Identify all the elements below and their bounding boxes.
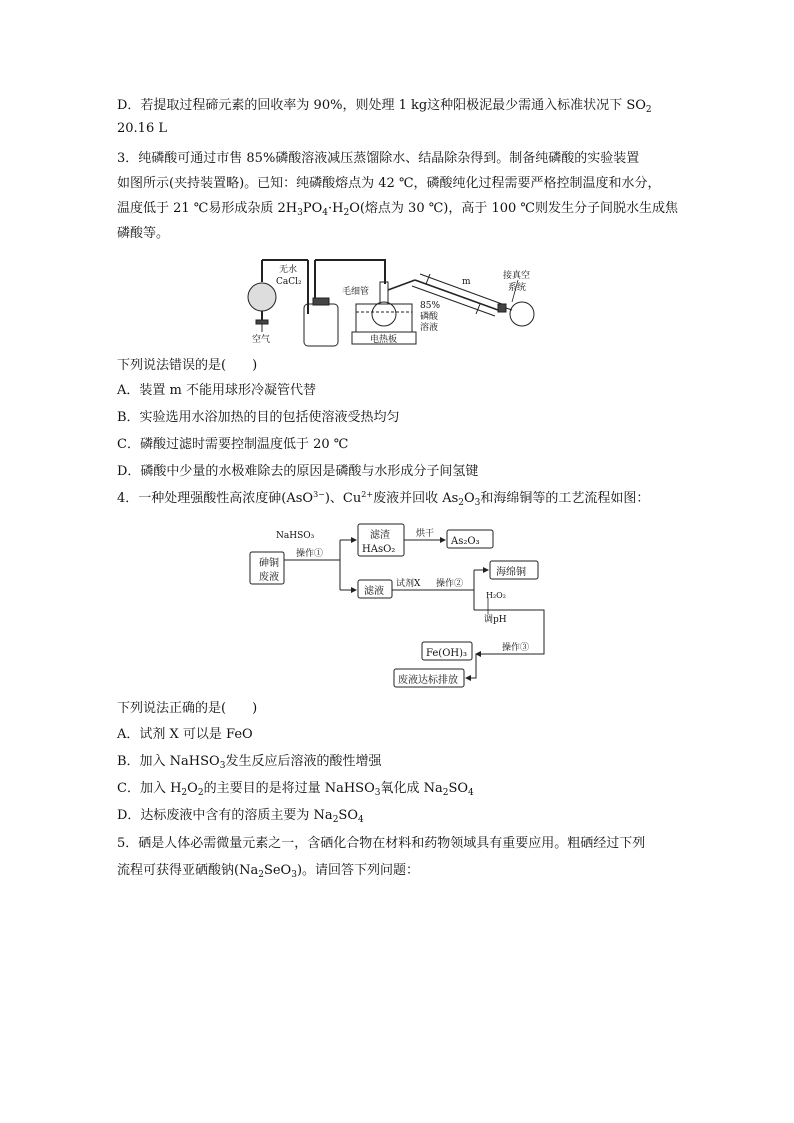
flow-reagent2: 试剂X bbox=[396, 579, 421, 589]
q4-option-d: D．达标废液中含有的溶质主要为 $Na_2SO_4$ bbox=[117, 808, 364, 825]
q3-option-c: C．磷酸过滤时需要控制温度低于 20 ℃ bbox=[117, 437, 349, 452]
apparatus-figure bbox=[240, 252, 550, 348]
acid-label-1: 85% bbox=[420, 301, 441, 311]
flow-product3: Fe(OH)₃ bbox=[426, 648, 468, 659]
condenser-label: m bbox=[462, 277, 471, 287]
flow-reagent1: NaHSO₃ bbox=[276, 531, 315, 541]
flow-reagent3: H₂O₂ bbox=[486, 591, 506, 600]
q5-line1: 5．硒是人体必需微量元素之一，含硒化合物在材料和药物领域具有重要应用。粗硒经过下列 bbox=[117, 836, 646, 851]
q3-stem-line1: 3．纯磷酸可通过市售 85%磷酸溶液减压蒸馏除水、结晶除杂得到。制备纯磷酸的实验装置 bbox=[117, 151, 640, 166]
flowchart-figure bbox=[240, 518, 552, 690]
flow-op1: 操作① bbox=[296, 549, 324, 559]
capillary-label: 毛细管 bbox=[342, 287, 370, 297]
q3-stem-line2: 如图所示(夹持装置略)。已知：纯磷酸熔点为 42 ℃，磷酸纯化过程需要严格控制温度和水分， bbox=[117, 176, 661, 191]
flow-discharge: 废液达标排放 bbox=[398, 675, 458, 686]
cacl2-label-1: 无水 bbox=[279, 265, 298, 275]
q3-question: 下列说法错误的是( ) bbox=[117, 358, 258, 373]
q4-option-c: C．加入 $H_2O_2$的主要目的是将过量 NaHSO$_3$氧化成 $Na_2SO_4$ bbox=[117, 781, 474, 798]
q3-stem-line3: 温度低于 21 ℃易形成杂质 $2H_3PO_4\cdot H_2O$(熔点为 30 ℃)，高于 100 ℃则发生分子间脱水生成焦 bbox=[117, 201, 678, 218]
q2-option-d: D．若提取过程碲元素的回收率为 90%，则处理 1 kg这种阳极泥最少需通入标准状况下 $SO_2$ bbox=[117, 98, 652, 115]
q3-stem-line4: 磷酸等。 bbox=[117, 226, 170, 241]
q3-option-b: B．实验选用水浴加热的目的包括使溶液受热均匀 bbox=[117, 410, 400, 425]
q2-option-d-cont: 20.16 L bbox=[117, 121, 167, 136]
heater-label: 电热板 bbox=[370, 335, 398, 345]
q4-question: 下列说法正确的是( ) bbox=[117, 701, 258, 716]
cacl2-label-2: CaCl₂ bbox=[276, 277, 302, 287]
vacuum-label-1: 接真空 bbox=[503, 271, 531, 281]
flow-op3: 操作③ bbox=[502, 643, 530, 653]
flow-filtrate: 滤液 bbox=[364, 586, 384, 597]
flow-residue-1: 滤渣 bbox=[370, 530, 390, 541]
q5-line2: 流程可获得亚硒酸钠$(Na_2SeO_3)$。请回答下列问题： bbox=[117, 863, 420, 880]
acid-label-2: 磷酸 bbox=[420, 312, 439, 322]
flow-product2: 海绵铜 bbox=[496, 567, 526, 578]
flow-adjust: 调pH bbox=[484, 615, 507, 625]
q3-option-d: D．磷酸中少量的水极难除去的原因是磷酸与水形成分子间氢键 bbox=[117, 464, 479, 479]
q4-option-b: B．加入 NaHSO$_3$发生反应后溶液的酸性增强 bbox=[117, 754, 382, 771]
flow-bake: 烘干 bbox=[416, 529, 435, 539]
q4-stem: 4．一种处理强酸性高浓度砷(AsO$^{3-}$)、$Cu^{2+}$废液并回收 $As_2O_3$和海绵铜等的工艺流程如图： bbox=[117, 490, 650, 508]
flow-start-2: 废液 bbox=[259, 572, 279, 583]
flow-product1: As₂O₃ bbox=[451, 536, 480, 547]
flow-op2: 操作② bbox=[436, 579, 464, 589]
flow-start-1: 砷铜 bbox=[259, 558, 279, 569]
vacuum-label-2: 系统 bbox=[508, 283, 527, 293]
air-label: 空气 bbox=[252, 335, 271, 345]
q4-option-a: A．试剂 X 可以是 FeO bbox=[117, 727, 253, 742]
q3-option-a: A．装置 m 不能用球形冷凝管代替 bbox=[117, 383, 316, 398]
flow-residue-2: HAsO₂ bbox=[362, 544, 396, 555]
acid-label-3: 溶液 bbox=[420, 323, 439, 333]
